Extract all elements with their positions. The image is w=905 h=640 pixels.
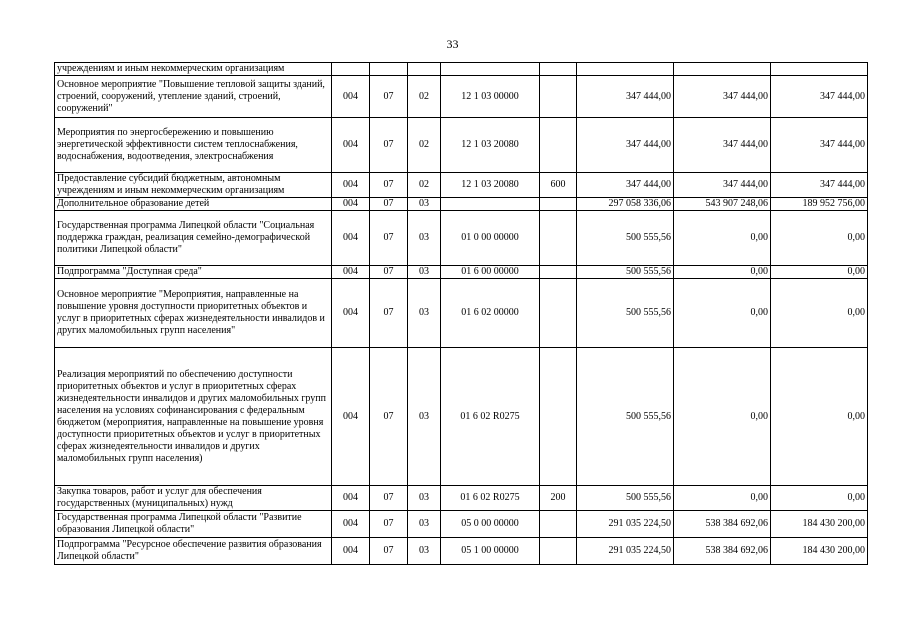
row-vr-cell	[540, 279, 577, 348]
row-sum-2-cell: 538 384 692,06	[674, 538, 771, 565]
row-pr-cell: 02	[408, 118, 441, 173]
row-ved-cell: 004	[332, 538, 370, 565]
row-rz-cell	[370, 63, 408, 76]
row-name-cell: Основное мероприятие "Повышение тепловой защиты зданий, строений, сооружений, утепление зданий, строений, сооружений"	[55, 76, 332, 118]
row-sum-1-cell: 500 555,56	[577, 348, 674, 486]
table-row	[55, 173, 868, 198]
row-rz-cell: 07	[370, 348, 408, 486]
row-csr-cell	[441, 63, 540, 76]
table-row	[55, 486, 868, 511]
row-csr-cell: 01 0 00 00000	[441, 211, 540, 266]
row-sum-3-cell: 347 444,00	[771, 173, 868, 198]
row-csr-cell: 01 6 00 00000	[441, 266, 540, 279]
row-csr-cell: 12 1 03 20080	[441, 118, 540, 173]
row-ved-cell: 004	[332, 266, 370, 279]
row-sum-3-cell: 0,00	[771, 266, 868, 279]
row-sum-3-cell: 347 444,00	[771, 76, 868, 118]
row-sum-3-cell: 189 952 756,00	[771, 198, 868, 211]
row-ved-cell: 004	[332, 279, 370, 348]
row-rz-cell: 07	[370, 538, 408, 565]
row-sum-1-cell	[577, 63, 674, 76]
table-row	[55, 279, 868, 348]
row-name-cell: Основное мероприятие "Мероприятия, направленные на повышение уровня доступности приоритетных объектов и услуг в приоритетных сферах жизнедеятельности инвалидов и других маломобильных групп населения"	[55, 279, 332, 348]
row-csr-cell	[441, 198, 540, 211]
row-sum-3-cell: 0,00	[771, 486, 868, 511]
row-sum-1-cell: 500 555,56	[577, 266, 674, 279]
row-pr-cell: 03	[408, 511, 441, 538]
row-vr-cell: 600	[540, 173, 577, 198]
table-row	[55, 118, 868, 173]
row-pr-cell: 02	[408, 173, 441, 198]
row-sum-3-cell: 0,00	[771, 279, 868, 348]
row-sum-3-cell: 347 444,00	[771, 118, 868, 173]
row-pr-cell	[408, 63, 441, 76]
row-name-cell: Государственная программа Липецкой области "Развитие образования Липецкой области"	[55, 511, 332, 538]
row-sum-1-cell: 347 444,00	[577, 76, 674, 118]
row-sum-1-cell: 347 444,00	[577, 173, 674, 198]
row-csr-cell: 05 0 00 00000	[441, 511, 540, 538]
row-sum-2-cell: 0,00	[674, 348, 771, 486]
row-csr-cell: 01 6 02 00000	[441, 279, 540, 348]
row-pr-cell: 03	[408, 348, 441, 486]
row-pr-cell: 03	[408, 198, 441, 211]
row-name-cell: Государственная программа Липецкой области "Социальная поддержка граждан, реализация семейно-демографической политики Липецкой области"	[55, 211, 332, 266]
row-name-cell: Мероприятия по энергосбережению и повышению энергетической эффективности систем теплоснабжения, водоснабжения, водоотведения, электроснабжения	[55, 118, 332, 173]
row-rz-cell: 07	[370, 266, 408, 279]
row-ved-cell: 004	[332, 511, 370, 538]
row-sum-2-cell: 0,00	[674, 266, 771, 279]
row-csr-cell: 05 1 00 00000	[441, 538, 540, 565]
row-ved-cell: 004	[332, 118, 370, 173]
row-rz-cell: 07	[370, 173, 408, 198]
table-row	[55, 76, 868, 118]
row-rz-cell: 07	[370, 198, 408, 211]
row-vr-cell	[540, 511, 577, 538]
row-name-cell: Закупка товаров, работ и услуг для обеспечения государственных (муниципальных) нужд	[55, 486, 332, 511]
table-row	[55, 63, 868, 76]
row-csr-cell: 12 1 03 20080	[441, 173, 540, 198]
row-name-cell: Дополнительное образование детей	[55, 198, 332, 211]
row-vr-cell	[540, 76, 577, 118]
row-pr-cell: 03	[408, 486, 441, 511]
row-name-cell: Реализация мероприятий по обеспечению доступности приоритетных объектов и услуг в приоритетных сферах жизнедеятельности инвалидов и других маломобильных групп населения на условиях софинансирования с федеральным бюджетом (мероприятия, направленные на повышение уровня доступности приоритетных объектов и услуг в приоритетных сферах жизнедеятельности инвалидов и других маломобильных групп населения)	[55, 348, 332, 486]
row-pr-cell: 03	[408, 538, 441, 565]
row-sum-1-cell: 500 555,56	[577, 211, 674, 266]
row-pr-cell: 03	[408, 211, 441, 266]
row-vr-cell	[540, 198, 577, 211]
row-sum-1-cell: 500 555,56	[577, 279, 674, 348]
row-sum-2-cell: 0,00	[674, 211, 771, 266]
row-pr-cell: 02	[408, 76, 441, 118]
row-sum-2-cell	[674, 63, 771, 76]
row-vr-cell	[540, 118, 577, 173]
row-vr-cell	[540, 348, 577, 486]
row-sum-2-cell: 543 907 248,06	[674, 198, 771, 211]
row-sum-2-cell: 0,00	[674, 486, 771, 511]
row-rz-cell: 07	[370, 118, 408, 173]
row-sum-1-cell: 500 555,56	[577, 486, 674, 511]
row-vr-cell	[540, 211, 577, 266]
budget-table-body	[55, 63, 868, 565]
row-rz-cell: 07	[370, 486, 408, 511]
row-vr-cell	[540, 538, 577, 565]
row-sum-2-cell: 347 444,00	[674, 118, 771, 173]
row-sum-2-cell: 347 444,00	[674, 76, 771, 118]
row-ved-cell: 004	[332, 76, 370, 118]
row-sum-3-cell: 0,00	[771, 348, 868, 486]
row-vr-cell	[540, 266, 577, 279]
row-pr-cell: 03	[408, 279, 441, 348]
row-rz-cell: 07	[370, 211, 408, 266]
row-sum-2-cell: 0,00	[674, 279, 771, 348]
row-ved-cell: 004	[332, 211, 370, 266]
table-row	[55, 211, 868, 266]
table-row	[55, 198, 868, 211]
row-rz-cell: 07	[370, 279, 408, 348]
row-rz-cell: 07	[370, 511, 408, 538]
row-rz-cell: 07	[370, 76, 408, 118]
row-sum-1-cell: 291 035 224,50	[577, 538, 674, 565]
row-name-cell: Предоставление субсидий бюджетным, автономным учреждениям и иным некоммерческим организациям	[55, 173, 332, 198]
row-sum-2-cell: 347 444,00	[674, 173, 771, 198]
row-vr-cell: 200	[540, 486, 577, 511]
table-row	[55, 511, 868, 538]
row-sum-1-cell: 297 058 336,06	[577, 198, 674, 211]
row-sum-1-cell: 347 444,00	[577, 118, 674, 173]
page-number: 33	[446, 37, 459, 51]
row-vr-cell	[540, 63, 577, 76]
row-name-cell: учреждениям и иным некоммерческим организациям	[55, 63, 332, 76]
row-name-cell: Подпрограмма "Ресурсное обеспечение развития образования Липецкой области"	[55, 538, 332, 565]
row-ved-cell: 004	[332, 198, 370, 211]
table-row	[55, 538, 868, 565]
row-sum-3-cell: 0,00	[771, 211, 868, 266]
row-ved-cell	[332, 63, 370, 76]
table-row	[55, 266, 868, 279]
row-ved-cell: 004	[332, 486, 370, 511]
table-row	[55, 348, 868, 486]
row-ved-cell: 004	[332, 173, 370, 198]
row-name-cell: Подпрограмма "Доступная среда"	[55, 266, 332, 279]
row-sum-3-cell: 184 430 200,00	[771, 538, 868, 565]
row-sum-1-cell: 291 035 224,50	[577, 511, 674, 538]
row-csr-cell: 12 1 03 00000	[441, 76, 540, 118]
row-sum-3-cell: 184 430 200,00	[771, 511, 868, 538]
row-ved-cell: 004	[332, 348, 370, 486]
row-csr-cell: 01 6 02 R0275	[441, 486, 540, 511]
row-csr-cell: 01 6 02 R0275	[441, 348, 540, 486]
row-pr-cell: 03	[408, 266, 441, 279]
row-sum-3-cell	[771, 63, 868, 76]
budget-table	[54, 62, 868, 565]
row-sum-2-cell: 538 384 692,06	[674, 511, 771, 538]
